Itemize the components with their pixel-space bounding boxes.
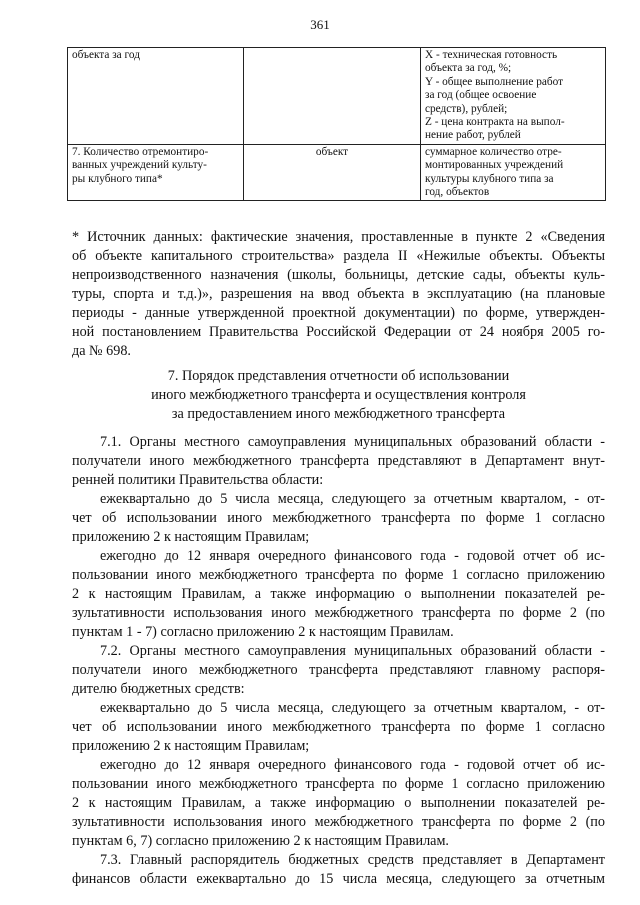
cell-text-line: Z - цена контракта на выпол- (425, 116, 565, 129)
cell-text-line: год, объектов (425, 186, 490, 199)
cell-text-line: средств), рублей; (425, 102, 508, 115)
cell-text-line: X - техническая готовность (425, 49, 558, 61)
cell-text-line: ры клубного типа* (72, 172, 163, 185)
table-cell (421, 48, 606, 145)
indicator-table (67, 47, 606, 201)
source-footnote (72, 228, 605, 361)
footnote-line: непроизводственного назначения (школы, больницы, детские сады, объекты куль- (72, 267, 605, 283)
body-line: ренней политики Правительства области: (72, 472, 324, 488)
body-line: приложению 2 к настоящим Правилам; (72, 529, 310, 545)
table-cell (421, 144, 606, 201)
body-line: ежеквартально до 5 числа месяца, следующего за отчетным кварталом, - от- (100, 491, 605, 507)
cell-text-line: Y - общее выполнение работ (425, 75, 564, 88)
body-line: зультативности использования иного межбюджетного трансферта по форме 2 (по (72, 605, 605, 621)
footnote-line: * Источник данных: фактические значения, проставленные в пункте 2 «Сведения (72, 229, 605, 245)
body-line: дителю бюджетных средств: (72, 681, 245, 697)
table-cell (68, 144, 244, 201)
body-line: 2 к настоящим Правилам, а также информацию о выполнении показателей ре- (72, 586, 605, 602)
body-line: пользовании иного межбюджетного трансферта по форме 1 согласно приложению (72, 567, 605, 583)
heading-line: иного межбюджетного трансферта и осуществления контроля (151, 387, 526, 403)
body-line: ежегодно до 12 января очередного финансового года - годовой отчет об ис- (100, 757, 605, 773)
body-line: зультативности использования иного межбюджетного трансферта по форме 2 (по (72, 814, 605, 830)
body-line: 7.1. Органы местного самоуправления муниципальных образований области - (100, 434, 605, 450)
body-line: ежеквартально до 5 числа месяца, следующего за отчетным кварталом, - от- (100, 700, 605, 716)
body-line: 7.2. Органы местного самоуправления муниципальных образований области - (100, 643, 605, 659)
table-cell (244, 144, 421, 201)
body-line: 7.3. Главный распорядитель бюджетных средств представляет в Департамент (100, 852, 605, 868)
body-line: ежегодно до 12 января очередного финансового года - годовой отчет об ис- (100, 548, 605, 564)
heading-line: 7. Порядок представления отчетности об использовании (167, 368, 510, 384)
cell-text-line: монтированных учреждений (425, 159, 564, 172)
cell-text-line: ванных учреждений культу- (72, 159, 207, 172)
table-cell (68, 48, 244, 145)
body-line: пунктам 6, 7) согласно приложению 2 к настоящим Правилам. (72, 833, 449, 849)
cell-text-line (248, 49, 416, 62)
cell-text-line: суммарное количество отре- (425, 145, 562, 158)
footnote-line: ной постановлением Правительства Российской Федерации от 24 ноября 2005 го- (72, 324, 605, 340)
cell-text-line: за год (общее освоение (425, 89, 537, 102)
table-row (68, 144, 606, 201)
section-body (72, 433, 605, 889)
section-heading (72, 367, 605, 424)
footnote-line: да № 698. (72, 343, 131, 359)
cell-text-line: объекта за год (72, 49, 140, 61)
body-line: 2 к настоящим Правилам, а также информацию о выполнении показателей ре- (72, 795, 605, 811)
body-line: чет об использовании иного межбюджетного трансферта по форме 1 согласно (72, 719, 605, 735)
footnote-line: туры, спорта и т.д.)», разрешения на ввод объекта в эксплуатацию (на плановые (72, 286, 605, 302)
body-line: приложению 2 к настоящим Правилам; (72, 738, 310, 754)
cell-text-line: объекта за год, %; (425, 62, 512, 75)
body-line: получатели иного межбюджетного трансферта представляют главному распоря- (72, 662, 605, 678)
body-line: пунктам 1 - 7) согласно приложению 2 к настоящим Правилам. (72, 624, 454, 640)
body-line: пользовании иного межбюджетного трансферта по форме 1 согласно приложению (72, 776, 605, 792)
footnote-line: периоды - данные утвержденной проектной документации) по форме, утвержден- (72, 305, 605, 321)
cell-text-line: объект (315, 145, 349, 158)
table-row (68, 48, 606, 145)
cell-text-line: 7. Количество отремонтиро- (72, 145, 209, 158)
body-line: чет об использовании иного межбюджетного трансферта по форме 1 согласно (72, 510, 605, 526)
page-number: 361 (310, 17, 330, 32)
body-line: финансов области ежеквартально до 15 числа месяца, следующего за отчетным (72, 871, 605, 887)
cell-text-line: культуры клубного типа за (425, 172, 554, 185)
heading-line: за предоставлением иного межбюджетного трансферта (171, 406, 506, 422)
footnote-line: об объекте капитального строительства» раздела II «Нежилые объекты. Объекты (72, 248, 605, 264)
table-cell (244, 48, 421, 145)
cell-text-line: нение работ, рублей (425, 129, 521, 142)
body-line: получатели иного межбюджетного трансферта представляют в Департамент внут- (72, 453, 605, 469)
